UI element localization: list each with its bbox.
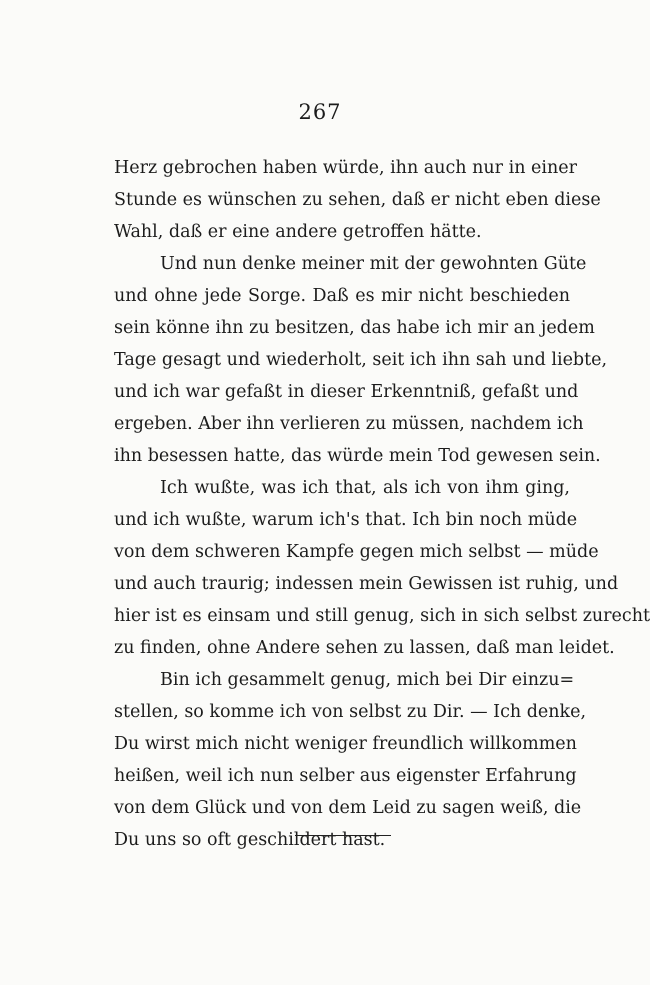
text-line: zu finden, ohne Andere sehen zu lassen, daß man leidet.	[114, 638, 615, 658]
text-line: sein könne ihn zu besitzen, das habe ich mir an jedem	[114, 318, 595, 338]
text-line: Du wirst mich nicht weniger freundlich willkommen	[114, 734, 577, 754]
paragraph-first-line: Ich wußte, was ich that, als ich von ihm ging,	[160, 478, 570, 498]
page-number: 267	[298, 100, 342, 124]
text-line: hier ist es einsam und still genug, sich in sich selbst zurecht	[114, 606, 650, 626]
text-line: Wahl, daß er eine andere getroffen hätte.	[114, 222, 482, 242]
text-line: von dem Glück und von dem Leid zu sagen weiß, die	[114, 798, 582, 818]
text-line: Du uns so oft geschildert hast.	[114, 830, 386, 850]
text-line: Tage gesagt und wiederholt, seit ich ihn sah und liebte,	[114, 350, 608, 370]
text-line: und auch traurig; indessen mein Gewissen ist ruhig, und	[114, 574, 619, 594]
text-line: stellen, so komme ich von selbst zu Dir. — Ich denke,	[114, 702, 587, 722]
text-line: ergeben. Aber ihn verlieren zu müssen, nachdem ich	[114, 414, 584, 434]
text-line: Stunde es wünschen zu sehen, daß er nicht eben diese	[114, 190, 601, 210]
paragraph-first-line: Und nun denke meiner mit der gewohnten Güte	[160, 254, 587, 274]
text-line: Herz gebrochen haben würde, ihn auch nur in einer	[114, 158, 577, 178]
text-line: von dem schweren Kampfe gegen mich selbst — müde	[114, 542, 599, 562]
paragraph-first-line: Bin ich gesammelt genug, mich bei Dir einzu=	[160, 670, 575, 690]
text-line: heißen, weil ich nun selber aus eigenster Erfahrung	[114, 766, 577, 786]
text-line: und ohne jede Sorge. Daß es mir nicht beschieden	[114, 286, 570, 306]
section-end-rule	[295, 835, 391, 836]
text-line: und ich war gefaßt in dieser Erkenntniß, gefaßt und	[114, 382, 579, 402]
text-line: und ich wußte, warum ich's that. Ich bin noch müde	[114, 510, 578, 530]
text-line: ihn besessen hatte, das würde mein Tod gewesen sein.	[114, 446, 601, 466]
